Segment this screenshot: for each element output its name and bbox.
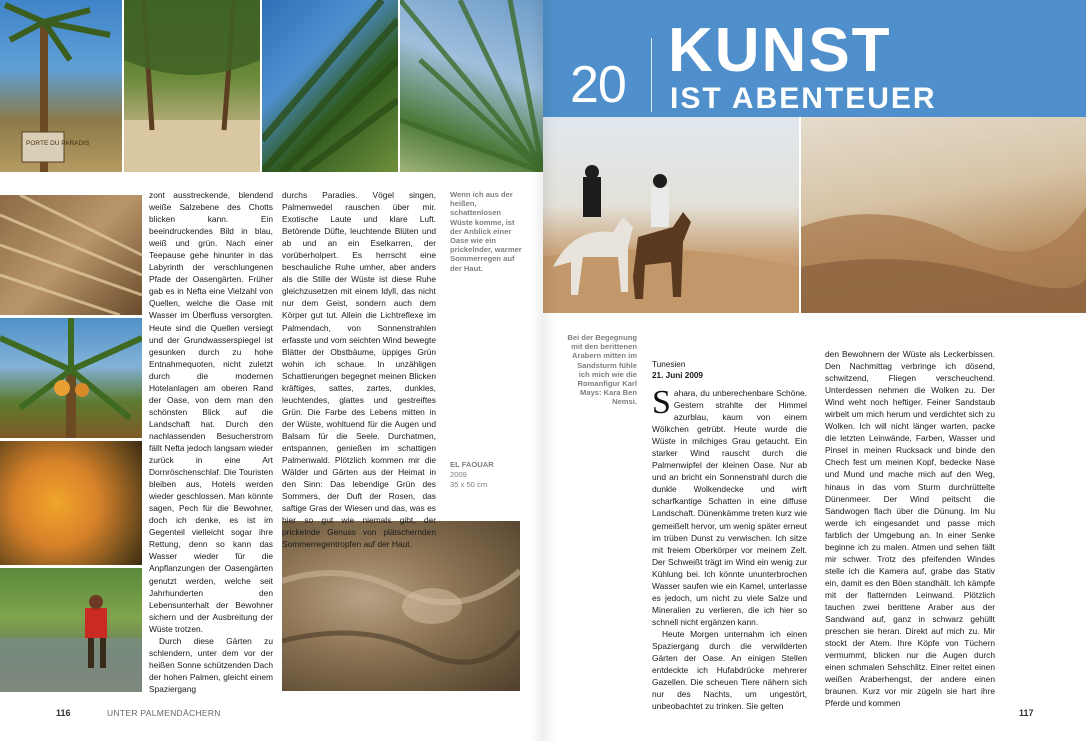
palm-leaf-illustration — [262, 0, 398, 172]
palm-sign-illustration — [0, 0, 122, 172]
painting-title: EL FAOUAR — [450, 460, 494, 469]
desert-caption: Wenn ich aus der heißen, schattenlosen Wüste komme, ist der Anblick einer Oase wie ein prickelnder, warmer Sommerregen auf der Haut. — [450, 190, 522, 273]
text-column-3 — [652, 384, 807, 712]
palm-leaf-photo — [262, 0, 398, 172]
riders-photo — [543, 117, 799, 313]
chapter-number: 20 — [570, 56, 626, 114]
title-banner — [543, 0, 1086, 117]
dateline-place: Tunesien — [652, 360, 686, 369]
palm-sign-photo — [0, 0, 122, 172]
dateline-date: 21. Juni 2009 — [652, 370, 703, 380]
dates-photo — [0, 441, 142, 565]
palm-frond-photo — [400, 0, 543, 172]
page-number-left: 116 — [56, 708, 71, 718]
paragraph — [652, 384, 807, 628]
painting-size: 35 x 50 cm — [450, 480, 488, 489]
page-number-right: 117 — [1019, 708, 1034, 718]
dry-frond-illustration — [0, 195, 142, 315]
riders-caption: Bei der Begegnung mit den berittenen Arabern mitten im Sandsturm fühle ich mich wie die Romanfigur Karl Mays: Kara Ben Nemsi. — [567, 333, 637, 407]
text-column-2 — [282, 189, 436, 550]
date-palm-illustration — [0, 318, 142, 438]
date-palm-photo — [0, 318, 142, 438]
paragraph: den Bewohnern der Wüste als Leckerbissen. Den Nachmittag verbringe ich dösend, schwitzend, Fliegen verscheuchend. Unterdessen nehmen die Wolken zu. Der Wind weht noch heftiger. Feiner Sandstaub wirbelt um mich herum und verdichtet sich zu Wolken. Ich will nicht länger warten, packe die letzten Leinwände, Farben, Wasser und Pinsel in meinen Rucksack und binde den Chech fest um meinen Kopf, bedecke Nase und Mund und mache mich auf den Weg, hinaus in das vom Sturm durchrüttelte Dünenmeer. Der Wind peitscht die Sandwogen flach über die Dünung. Im Nu werde ich eingesandet und passe mich farblich der Umgebung an. In einer Senke beginne ich zu malen. Atmen und sehen fällt mir schwer. Trotz des pfeifenden Windes stelle ich die Kamera auf, grabe das Stativ ein, damit es den Böen standhält. Ich kämpfe mit der flatternden Leinwand. Plötzlich tauchen zwei berittene Araber aus der Sandwand auf, ganz in schwarz gehüllt preschen sie heran. Direkt auf mich zu. Mir stockt der Atem. Ihre Köpfe von Tüchern vermummt, blicken nur die Augen durch einen schmalen Sehschlitz. Einer reitet einen weißen Araberhengst, der andere einen braunen. Kurz vor mir zügeln sie hart ihre Pferde und kommen — [825, 349, 995, 709]
painting-year: 2009 — [450, 470, 467, 479]
paragraph: durchs Paradies. Vögel singen, Palmenwedel rauschen über mir. Exotische Laute und klare Luft. Betörende Düfte, leuchtende Blüten und ab und an ein Eselkarren, der vorüberholpert. Es herrscht eine beschauliche Ruhe umher, aber anders als die Stille der Wüste ist diese Ruhe gleichzusetzen mit einem Idyll, das nicht nur dem Geist, sondern auch dem Körper gut tut. Allein die Lichtreflexe im Palmendach, von Sonnenstrahlen erfasste und vom seichten Wind bewegte Blätter der Obstbäume, üppiges Grün wohin ich schaue. In unzähligen Schattierungen begegnet meinen Blicken kräftiges, sattes, zartes, dunkles, leuchtendes, glattes und gestreiftes Grün. Die Farbe des Lebens mitten in der Wüste, wohltuend für die Augen und Balsam für die Seele. Durchatmen, entspannen, genießen im schattigen Palmenwald. Plötzlich kommen mir die Wälder und Gärten aus der Heimat in den Sinn: Das lebendige Grün des Sommers, der Duft der Rosen, das saftige Gras der Wiesen und das, was es hier so gut wie niemals gibt, der prickelnde Genuss von plätschernden Sommerregentropfen auf der Haut. — [282, 190, 436, 550]
text-column-4 — [825, 348, 995, 709]
riders-illustration — [543, 117, 799, 313]
palm-path-photo — [124, 0, 260, 172]
dateline — [652, 360, 703, 381]
drop-cap: S — [652, 384, 671, 421]
dunes-photo — [801, 117, 1086, 313]
paragraph-text: ahara, du unberechenbare Schöne. Gestern strahlte der Himmel azurblau, kaum von einem Wölkchen getrübt. Heute wurde die Wüste in milchiges Grau getaucht. Ein starker Wind rauscht durch die Palmenwipfel der kleinen Oase. Nur ab und an bricht ein Sonnenstrahl durch die dunkle Wolkendecke und wirft scharfkantige Schatten in eine diffuse Landschaft. Dünenkämme treten kurz wie gemeißelt hervor, um wenig später erneut im trüben Dunst zu verwischen. Ich sitze mit freiem Oberkörper vor meinem Zelt. Der Schweißt trägt im Wind ein wenig zur Kühlung bei. Ich könnte ununterbrochen Wasser saufen wie ein Kamel, unterlasse es jedoch, um nicht zu viele Salze und Mineralien zu verlieren, die ich hier so schnell nicht ergänzen kann. — [652, 388, 807, 627]
title-divider — [651, 38, 652, 112]
chapter-title: KUNST — [668, 16, 892, 85]
paragraph: Durch diese Gärten zu schlendern, unter dem vor der heißen Sonne schützenden Dach der hohen Palmen, gleicht einem Spaziergang — [149, 635, 273, 694]
text-column-1 — [149, 189, 273, 695]
palm-frond-illustration — [400, 0, 543, 172]
palm-path-illustration — [124, 0, 260, 172]
dunes-illustration — [801, 117, 1086, 313]
paragraph: zont ausstreckende, blendend weiße Salzebene des Chotts blicken kann. Ein beeindruckendes Bild in blau, weiß und grün. Nach einer Teepause gehe hinunter in das Labyrinth der verschlungenen Pfade der Oasengärten. Früher gab es in Nefta eine Vielzahl von Quellen, welche die Oase mit Wasser im Überfluss versorgten. Heute sind die Quellen versiegt und der Grundwasserspiegel ist gesunken durch zu hohe Entnahmequoten, nicht zuletzt durch die modernen Hotelanlagen am oberen Rand der Oase, von dem man den schönsten Blick auf die Landschaft hat. Durch den nachlassenden Besucherstrom fällt Nefta jedoch langsam wieder zurück in eine Art Dornröschenschlaf. Die Touristen bleiben aus, Hotels werden wieder geschlossen. Man könnte sagen, Pech für die Bewohner, doch ich denke, es ist im Gegenteil vielleicht sogar ihre Rettung, denn so kann das Wasser wieder für die Anpflanzungen der Oasengärten genutzt werden, welche seit Jahrhunderten den Lebensunterhalt der Bewohner sichern und der Ausbreitung der Wüste trotzen. — [149, 190, 273, 634]
oasis-worker-photo — [0, 568, 142, 692]
dry-frond-photo — [0, 195, 142, 315]
chapter-subtitle: IST ABENTEUER — [670, 82, 937, 115]
painting-info — [450, 460, 540, 490]
paragraph: Heute Morgen unternahm ich einen Spaziergang durch die verwilderten Gärten der Oase. An einigen Stellen entdeckte ich Hufabdrücke mehrerer Gazellen. Die scheuen Tiere nähern sich nur des Nachts, um ungestört, unbeobachtet zu trinken. Sie gelten — [652, 628, 807, 712]
sign-text: PORTE DU PARADIS — [26, 140, 90, 147]
running-head: UNTER PALMENDÄCHERN — [107, 708, 221, 718]
oasis-worker-illustration — [0, 568, 142, 692]
